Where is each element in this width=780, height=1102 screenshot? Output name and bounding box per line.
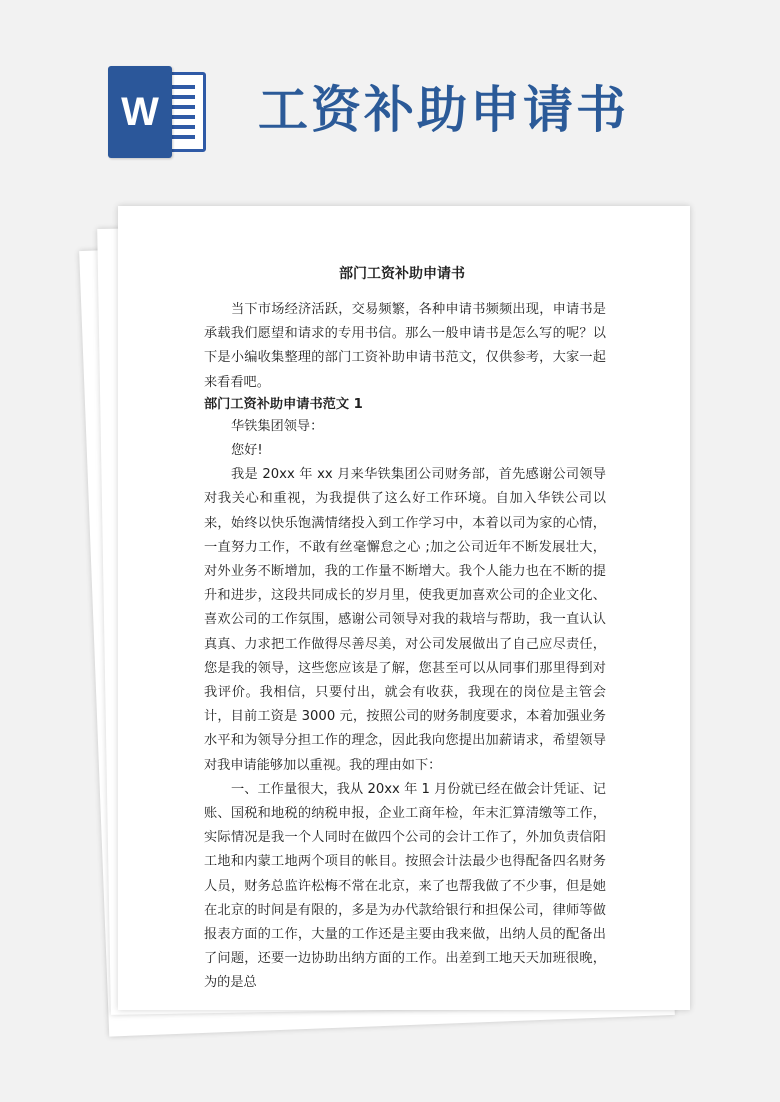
intro-paragraph: 当下市场经济活跃，交易频繁，各种申请书频频出现，申请书是承载我们愿望和请求的专用书信。那么一般申请书是怎么写的呢？以下是小编收集整理的部门工资补助申请书范文，仅供参考，大家一起来看看吧。	[204, 302, 606, 390]
greeting: 您好!	[231, 443, 263, 459]
word-logo	[108, 66, 210, 158]
document-title: 部门工资补助申请书	[339, 266, 465, 282]
salutation: 华铁集团领导：	[231, 418, 324, 434]
body-paragraph-2: 一、工作量很大，我从 20xx 年 1 月份就已经在做会计凭证、记账、国税和地税的纳税申报，企业工商年检，年末汇算清缴等工作，实际情况是我一个人同时在做四个公司的会计工作了，外加负责信阳工地和内蒙工地两个项目的帐目。按照会计法最少也得配备四名财务人员，财务总监许松梅不常在北京，来了也帮我做了不少事，但是她在北京的时间是有限的，多是为办代款给银行和担保公司，律师等做报表方面的工作，大量的工作还是主要由我来做，出纳人员的配备出了问题，还要一边协助出纳方面的工作。出差到工地天天加班很晚，为的是总	[204, 781, 606, 991]
document-body	[204, 264, 606, 996]
section-title: 部门工资补助申请书范文 1	[204, 396, 363, 412]
word-logo-badge: W	[108, 66, 172, 158]
banner-title: 工资补助申请书	[258, 80, 629, 139]
body-paragraph-1: 我是 20xx 年 xx 月来华铁集团公司财务部，首先感谢公司领导对我关心和重视，为我提供了这么好工作环境。自加入华铁公司以来，始终以快乐饱满情绪投入到工作学习中，本着以司为家的心情，一直努力工作，不敢有丝毫懈怠之心 ;加之公司近年不断发展壮大，对外业务不断增加，我的工作量不断增大。我个人能力也在不断的提升和进步，这段共同成长的岁月里，使我更加喜欢公司的企业文化、喜欢公司的工作氛围，感谢公司领导对我的栽培与帮助，我一直认认真真、力求把工作做得尽善尽美，对公司发展做出了自己应尽责任，您是我的领导，这些您应该是了解，您甚至可以从同事们那里得到对我评价。我相信，只要付出，就会有收获，我现在的岗位是主管会计，目前工资是 3000 元，按照公司的财务制度要求，本着加强业务水平和为领导分担工作的理念，因此我向您提出加薪请求，希望领导对我申请能够加以重视。我的理由如下：	[204, 467, 606, 773]
document-page	[118, 206, 690, 1010]
